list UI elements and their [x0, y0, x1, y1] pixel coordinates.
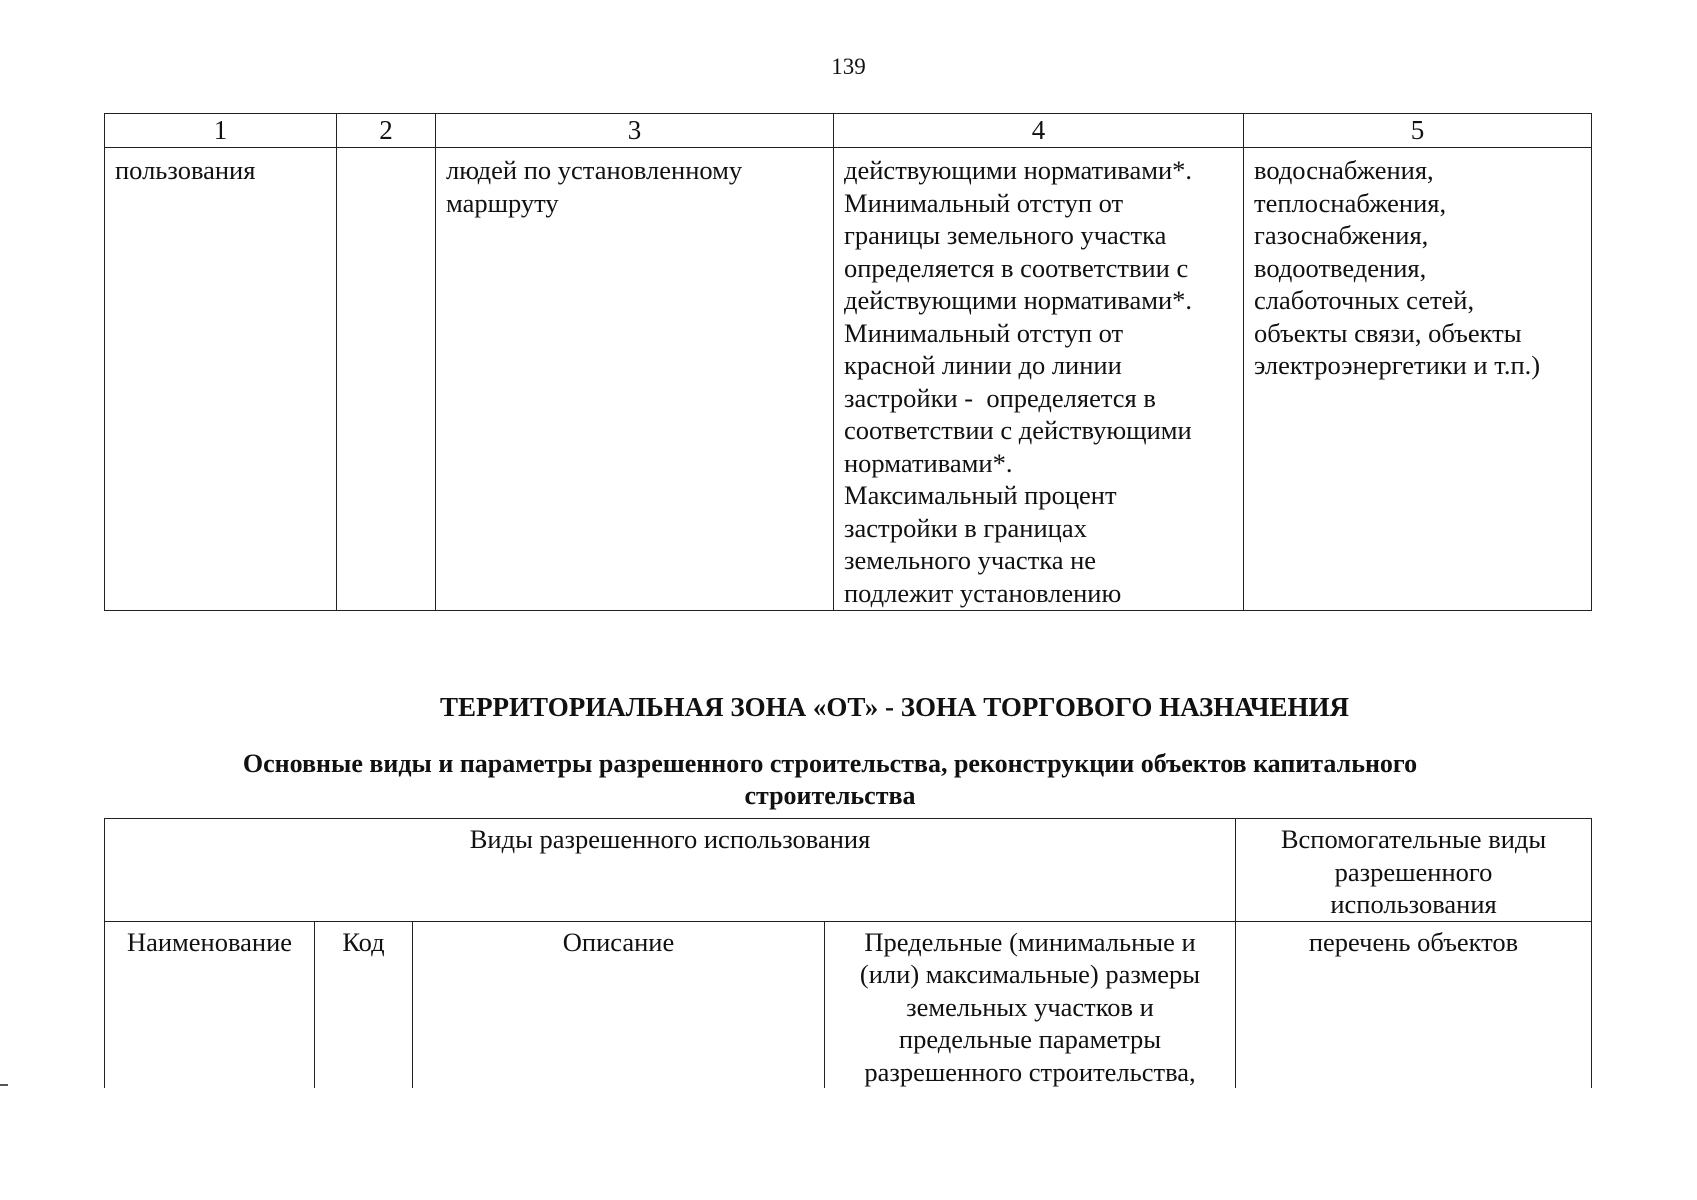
- parameters-line: действующими нормативами*.: [844, 155, 1193, 185]
- continued-table: [104, 113, 1592, 611]
- cell-auxiliary: [1244, 148, 1592, 611]
- description-line: маршруту: [446, 187, 559, 218]
- auxiliary-line: слаботочных сетей,: [1254, 285, 1475, 315]
- cell-code: [337, 148, 436, 611]
- zone-subtitle-line: строительства: [744, 781, 916, 810]
- aux-header-line: разрешенного: [1334, 856, 1493, 887]
- aux-header: [1236, 819, 1592, 922]
- aux-header-line: Вспомогательные виды: [1280, 824, 1547, 854]
- parameters-line: земельного участка не: [844, 545, 1097, 575]
- zone-subtitle: [180, 748, 1480, 812]
- header-limits-line: (или) максимальные) размеры: [859, 959, 1201, 989]
- header-description: Описание: [413, 921, 825, 1088]
- cell-description: [436, 148, 834, 611]
- parameters-line: границы земельного участка: [844, 220, 1167, 250]
- header-limits-line: Предельные (минимальные и: [864, 926, 1196, 957]
- column-number-row: [105, 114, 1592, 148]
- cell-usage-name: [105, 148, 337, 611]
- auxiliary-line: водоснабжения,: [1254, 155, 1434, 185]
- parameters-line: Минимальный отступ от: [844, 187, 1124, 218]
- column-number-4: 4: [834, 114, 1244, 148]
- aux-header-line: использования: [1330, 889, 1497, 919]
- parameters-line: действующими нормативами*.: [844, 285, 1193, 315]
- page-number: 139: [831, 54, 866, 79]
- parameters-line: красной линии до линии: [844, 350, 1122, 380]
- auxiliary-line: электроэнергетики и т.п.): [1254, 350, 1541, 380]
- margin-mark: [0, 1084, 8, 1086]
- subheader-row: [105, 921, 1592, 1088]
- zone-title: ТЕРРИТОРИАЛЬНАЯ ЗОНА «ОТ» - ЗОНА ТОРГОВОГО НАЗНАЧЕНИЯ: [440, 692, 1349, 722]
- auxiliary-line: объекты связи, объекты: [1254, 317, 1522, 348]
- zone-subtitle-line: Основные виды и параметры разрешенного строительства, реконструкции объектов капитального: [242, 749, 1418, 778]
- header-objects: перечень объектов: [1236, 921, 1592, 1088]
- auxiliary-line: водоотведения,: [1254, 252, 1427, 283]
- column-number-2: 2: [337, 114, 436, 148]
- parameters-line: застройки - определяется в: [844, 382, 1156, 413]
- header-limits-line: земельных участков и: [906, 991, 1154, 1022]
- header-name: Наименование: [105, 921, 315, 1088]
- parameters-line: Максимальный процент: [844, 480, 1117, 510]
- header-limits-line: предельные параметры: [898, 1024, 1162, 1054]
- header-row: [105, 819, 1592, 922]
- parameters-line: Минимальный отступ от: [844, 317, 1124, 348]
- auxiliary-line: теплоснабжения,: [1254, 187, 1447, 218]
- usage-name-text: пользования: [115, 155, 256, 185]
- parameters-line: нормативами*.: [844, 447, 1013, 478]
- header-limits-line: разрешенного строительства,: [864, 1056, 1196, 1087]
- column-number-3: 3: [436, 114, 834, 148]
- parameters-line: соответствии с действующими: [844, 415, 1192, 445]
- group-header: Виды разрешенного использования: [105, 819, 1236, 922]
- parameters-line: подлежит установлению: [844, 577, 1122, 608]
- auxiliary-line: газоснабжения,: [1254, 220, 1429, 250]
- parameters-line: определяется в соответствии с: [844, 252, 1189, 283]
- table-row: [105, 148, 1592, 611]
- cell-parameters: [834, 148, 1244, 611]
- header-limits: [825, 921, 1236, 1088]
- description-line: людей по установленному: [446, 155, 743, 185]
- column-number-5: 5: [1244, 114, 1592, 148]
- header-code: Код: [315, 921, 413, 1088]
- parameters-line: застройки в границах: [844, 512, 1087, 543]
- column-number-1: 1: [105, 114, 337, 148]
- main-table: [104, 818, 1592, 1088]
